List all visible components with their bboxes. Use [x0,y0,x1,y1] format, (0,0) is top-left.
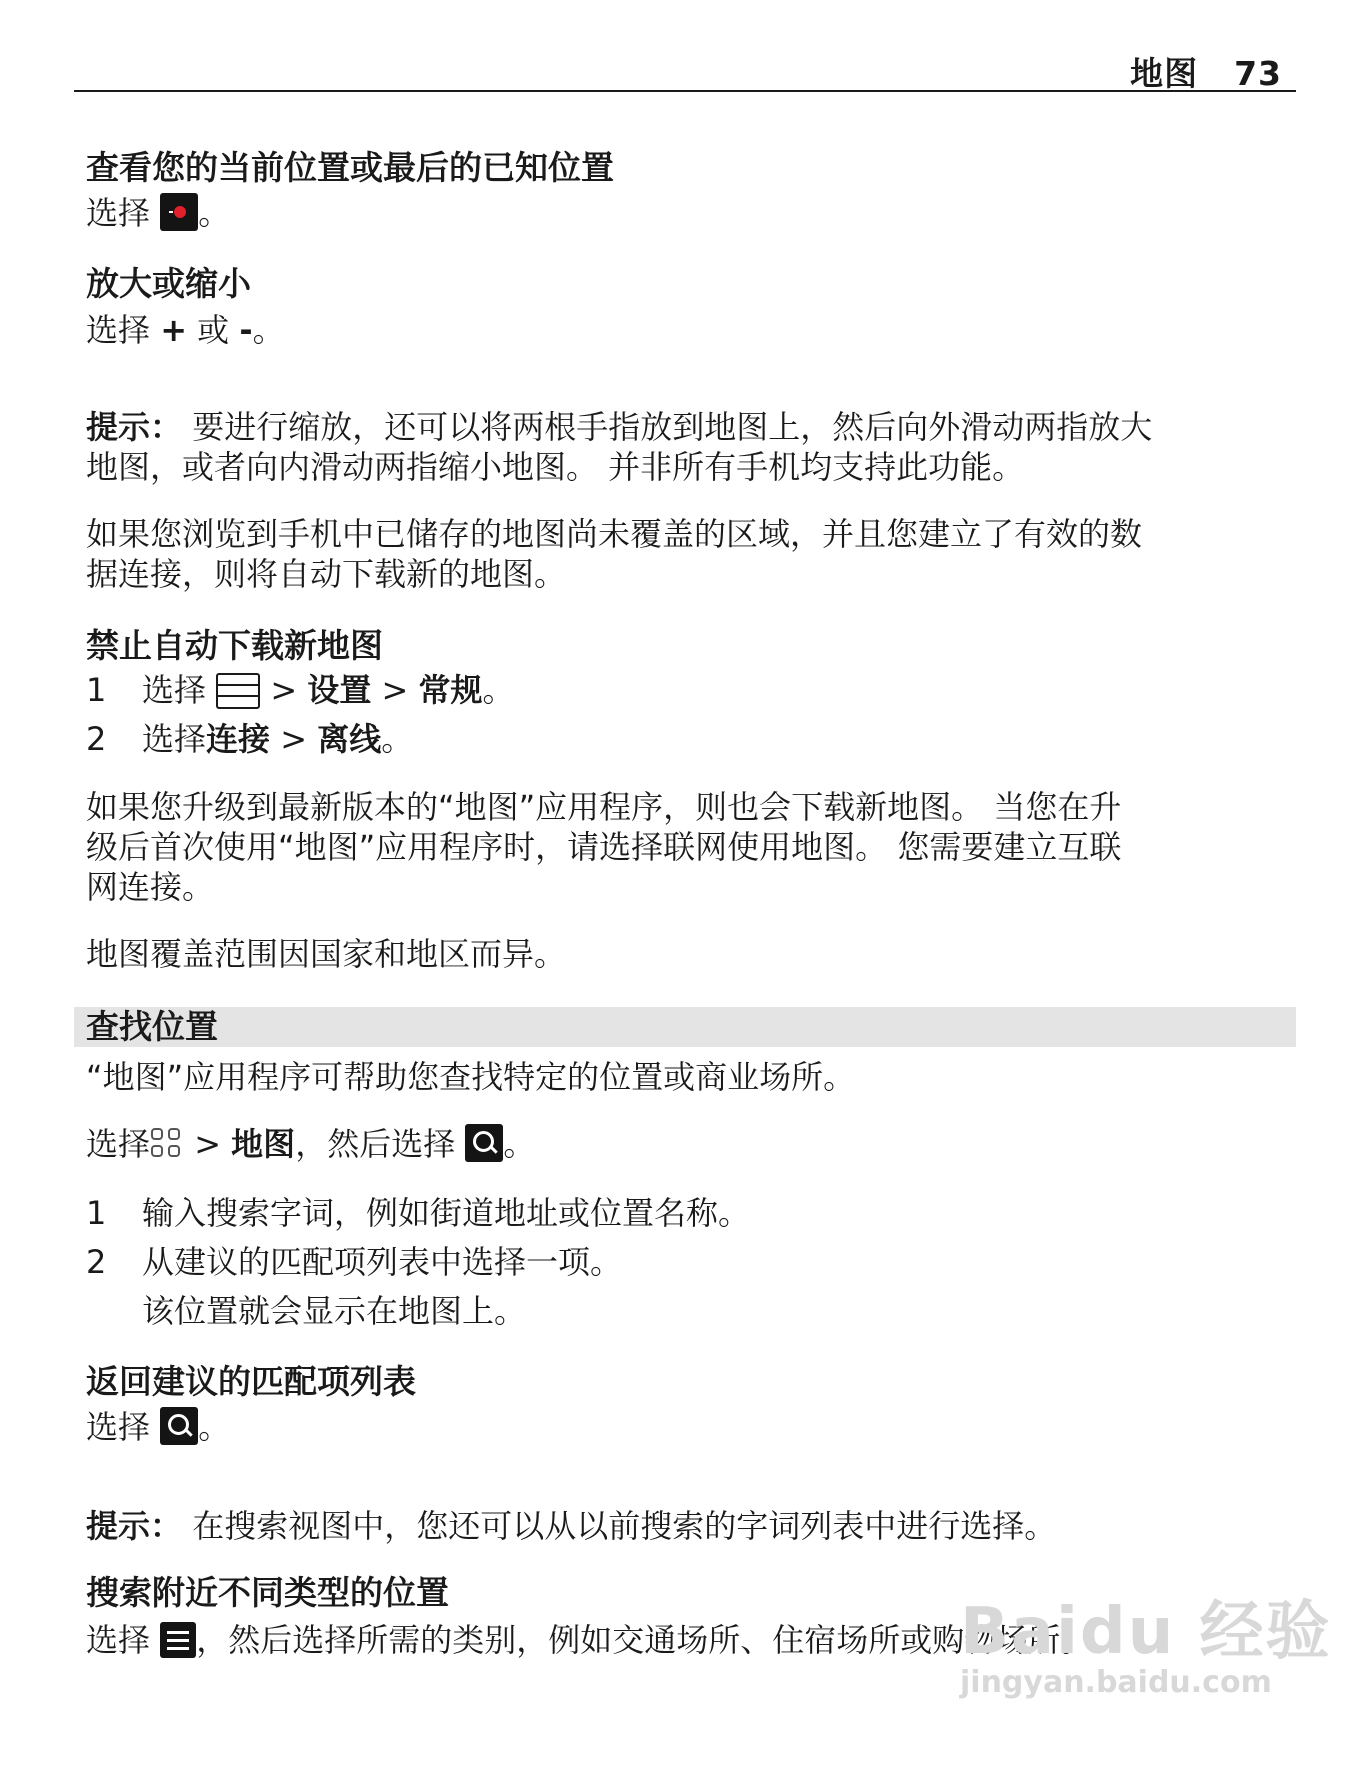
tip-zoom: 提示： 要进行缩放，还可以将两根手指放到地图上，然后向外滑动两指放大 地图，或者向内滑动两指缩小地图。 并非所有手机均支持此功能。 [86,408,1153,486]
section-find-location-title: 查找位置 [86,1007,218,1046]
find-location-intro: “地图”应用程序可帮助您查找特定的位置或商业场所。 [86,1058,856,1096]
section-zoom-body: 选择 + 或 -。 [86,311,285,349]
paragraph-coverage: 地图覆盖范围因国家和地区而异。 [86,935,567,973]
section-current-location-body: 选择 。 [86,194,231,232]
page-header [74,46,1296,92]
apps-icon [150,1127,184,1161]
section-nearby-title: 搜索附近不同类型的位置 [86,1573,449,1612]
disable-step-1: 1 选择 > 设置 > 常规。 [86,671,515,709]
find-step-1: 1 输入搜索字词，例如街道地址或位置名称。 [86,1194,751,1232]
find-step-2: 2 从建议的匹配项列表中选择一项。 [86,1243,623,1281]
chapter-title: 地图 [1130,54,1199,93]
list-icon [160,1622,196,1658]
section-disable-download-title: 禁止自动下载新地图 [86,626,383,665]
page-number: 73 [1234,54,1282,93]
locate-icon [160,193,198,231]
find-location-select: 选择 > 地图，然后选择 。 [86,1125,536,1163]
section-zoom-title: 放大或缩小 [86,264,251,303]
search-icon [160,1407,198,1445]
baidu-watermark: Baidu 经验 jingyan.baidu.com [960,1595,1332,1700]
find-step-2-result: 该位置就会显示在地图上。 [142,1292,527,1330]
menu-icon [216,673,260,709]
plus-key: + [160,311,187,349]
paragraph-upgrade: 如果您升级到最新版本的“地图”应用程序，则也会下载新地图。 当您在升 级后首次使用“地图”应用程序时，请选择联网使用地图。 您需要建立互联 网连接。 [86,788,1122,906]
section-nearby-body: 选择 ，然后选择所需的类别，例如交通场所、住宿场所或购物场所。 [86,1621,1093,1659]
section-return-list-body: 选择 。 [86,1408,231,1446]
section-return-list-title: 返回建议的匹配项列表 [86,1362,416,1401]
tip-label: 提示： [86,1507,183,1545]
disable-step-2: 2 选择连接 > 离线。 [86,720,414,758]
paragraph-auto-download: 如果您浏览到手机中已储存的地图尚未覆盖的区域，并且您建立了有效的数 据连接，则将自动下载新的地图。 [86,515,1143,593]
tip-label: 提示： [86,408,183,446]
search-icon [465,1124,503,1162]
section-current-location-title: 查看您的当前位置或最后的已知位置 [86,148,614,187]
minus-key: - [239,311,253,349]
tip-search-history: 提示： 在搜索视图中，您还可以从以前搜索的字词列表中进行选择。 [86,1507,1057,1545]
header-right [1130,48,1282,95]
